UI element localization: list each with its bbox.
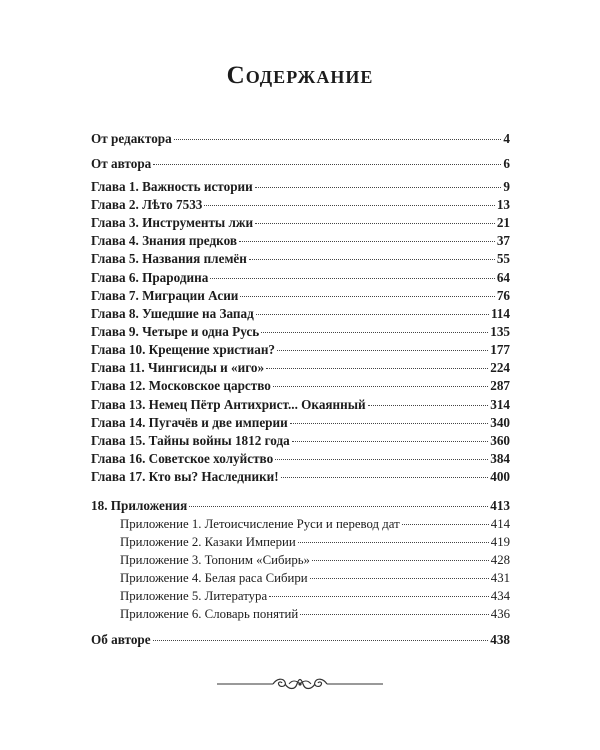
toc-entry-label: Глава 12. Московское царство xyxy=(91,378,271,393)
toc-entry-page: 438 xyxy=(490,632,510,647)
toc-entry-chapter-12[interactable] xyxy=(91,378,510,394)
toc-entry-label: Приложение 2. Казаки Империи xyxy=(120,535,296,549)
toc-entry-label: Приложение 3. Топоним «Сибирь» xyxy=(120,553,310,567)
toc-entry-label: Глава 17. Кто вы? Наследники! xyxy=(91,469,279,484)
toc-entry-label: Глава 4. Знания предков xyxy=(91,233,237,248)
toc-entry-page: 340 xyxy=(490,415,510,430)
toc-entry-label: Глава 2. Лѣто 7533 xyxy=(91,197,203,212)
dot-leader xyxy=(292,441,488,442)
toc-entry-label: Глава 6. Прародина xyxy=(91,270,209,285)
toc-entry-page: 4 xyxy=(503,131,510,146)
toc-entry-label: Глава 3. Инструменты лжи xyxy=(91,215,254,230)
dot-leader xyxy=(402,524,489,525)
toc-entry-page: 287 xyxy=(490,378,510,393)
toc-entry-chapter-3[interactable] xyxy=(91,215,510,231)
toc-entry-label: Глава 10. Крещение христиан? xyxy=(91,342,276,357)
toc-entry-appendix-4[interactable] xyxy=(120,570,510,586)
toc-entry-appendix-6[interactable] xyxy=(120,606,510,622)
toc-entry-chapter-1[interactable] xyxy=(91,179,510,195)
toc-entry-appendix-3[interactable] xyxy=(120,552,510,568)
toc-entry-chapter-7[interactable] xyxy=(91,288,510,304)
toc-entry-label: Об авторе xyxy=(91,632,151,647)
toc-entry-label: Глава 7. Миграции Асии xyxy=(91,288,239,303)
toc-entry-page: 431 xyxy=(490,571,510,585)
dot-leader xyxy=(300,614,489,615)
toc-entry-from-editor[interactable] xyxy=(91,131,510,147)
dot-leader xyxy=(266,368,488,369)
toc-entry-page: 6 xyxy=(503,156,510,171)
toc-entry-chapter-15[interactable] xyxy=(91,433,510,449)
toc-entry-page: 224 xyxy=(490,360,510,375)
toc-entry-label: От автора xyxy=(91,156,152,171)
toc-entry-page: 114 xyxy=(490,306,510,321)
dot-leader xyxy=(255,187,502,188)
toc-entry-label: Глава 8. Ушедшие на Запад xyxy=(91,306,254,321)
toc-entry-chapter-16[interactable] xyxy=(91,451,510,467)
toc-entry-label: От редактора xyxy=(91,131,172,146)
toc-entry-page: 9 xyxy=(503,179,510,194)
toc-entry-chapter-17[interactable] xyxy=(91,469,510,485)
toc-entry-from-author[interactable] xyxy=(91,156,510,172)
dot-leader xyxy=(204,205,494,206)
toc-entry-page: 413 xyxy=(490,498,510,513)
dot-leader xyxy=(240,296,494,297)
toc-entry-page: 314 xyxy=(490,397,510,412)
dot-leader xyxy=(275,459,488,460)
dot-leader xyxy=(174,139,502,140)
toc-entry-page: 135 xyxy=(490,324,510,339)
toc-entry-page: 360 xyxy=(490,433,510,448)
dot-leader xyxy=(368,405,489,406)
toc-entry-label: Глава 15. Тайны войны 1812 года xyxy=(91,433,290,448)
toc-entry-label: Приложение 6. Словарь понятий xyxy=(120,607,299,621)
dot-leader xyxy=(310,578,489,579)
toc-entry-appendices[interactable] xyxy=(91,498,510,514)
toc-entry-page: 419 xyxy=(490,535,510,549)
dot-leader xyxy=(189,506,488,507)
toc-entry-appendix-1[interactable] xyxy=(120,516,510,532)
dot-leader xyxy=(312,560,489,561)
dot-leader xyxy=(277,350,488,351)
toc-entry-page: 177 xyxy=(490,342,510,357)
dot-leader xyxy=(153,164,501,165)
toc-entry-page: 434 xyxy=(490,589,510,603)
toc-entry-label: Глава 5. Названия племён xyxy=(91,251,247,266)
toc-entry-label: Приложение 4. Белая раса Сибири xyxy=(120,571,308,585)
toc-entry-page: 55 xyxy=(496,251,510,266)
toc-entry-chapter-2[interactable] xyxy=(91,197,510,213)
dot-leader xyxy=(256,314,489,315)
toc-entry-appendix-5[interactable] xyxy=(120,588,510,604)
toc-entry-label: Приложение 5. Литература xyxy=(120,589,268,603)
dot-leader xyxy=(281,477,489,478)
dot-leader xyxy=(298,542,489,543)
toc-entry-page: 21 xyxy=(496,215,510,230)
toc-entry-chapter-9[interactable] xyxy=(91,324,510,340)
toc-entry-label: Глава 13. Немец Пётр Антихрист... Окаянный xyxy=(91,397,366,412)
toc-entry-label: Приложение 1. Летоисчисление Руси и перевод дат xyxy=(120,517,400,531)
toc-entry-chapter-6[interactable] xyxy=(91,270,510,286)
toc-entry-chapter-8[interactable] xyxy=(91,306,510,322)
toc-entry-appendix-2[interactable] xyxy=(120,534,510,550)
toc-entry-chapter-11[interactable] xyxy=(91,360,510,376)
toc-entry-chapter-14[interactable] xyxy=(91,415,510,431)
toc-entry-page: 13 xyxy=(496,197,510,212)
toc-entry-page: 400 xyxy=(490,469,510,484)
toc-entry-label: Глава 14. Пугачёв и две империи xyxy=(91,415,288,430)
toc-entry-chapter-4[interactable] xyxy=(91,233,510,249)
toc-entry-chapter-13[interactable] xyxy=(91,397,510,413)
toc-entry-label: Глава 1. Важность истории xyxy=(91,179,253,194)
toc-entry-page: 76 xyxy=(496,288,510,303)
toc-entry-about-author[interactable] xyxy=(91,632,510,648)
toc-entry-page: 64 xyxy=(496,270,510,285)
toc-entry-label: Глава 9. Четыре и одна Русь xyxy=(91,324,260,339)
dot-leader xyxy=(290,423,489,424)
dot-leader xyxy=(210,278,495,279)
toc-entry-label: Глава 11. Чингисиды и «иго» xyxy=(91,360,265,375)
toc-entry-page: 414 xyxy=(490,517,510,531)
dot-leader xyxy=(261,332,488,333)
dot-leader xyxy=(153,640,489,641)
toc-entry-page: 436 xyxy=(490,607,510,621)
dot-leader xyxy=(273,386,488,387)
ornament-divider xyxy=(215,674,385,694)
toc-entry-page: 37 xyxy=(496,233,510,248)
toc-entry-label: 18. Приложения xyxy=(91,498,188,513)
dot-leader xyxy=(255,223,495,224)
toc-entry-label: Глава 16. Советское холуйство xyxy=(91,451,274,466)
dot-leader xyxy=(249,259,495,260)
toc-entry-chapter-10[interactable] xyxy=(91,342,510,358)
toc-entry-page: 384 xyxy=(490,451,510,466)
dot-leader xyxy=(269,596,489,597)
toc-entry-chapter-5[interactable] xyxy=(91,251,510,267)
page-title: Содержание xyxy=(226,62,374,89)
toc-entry-page: 428 xyxy=(490,553,510,567)
dot-leader xyxy=(239,241,495,242)
